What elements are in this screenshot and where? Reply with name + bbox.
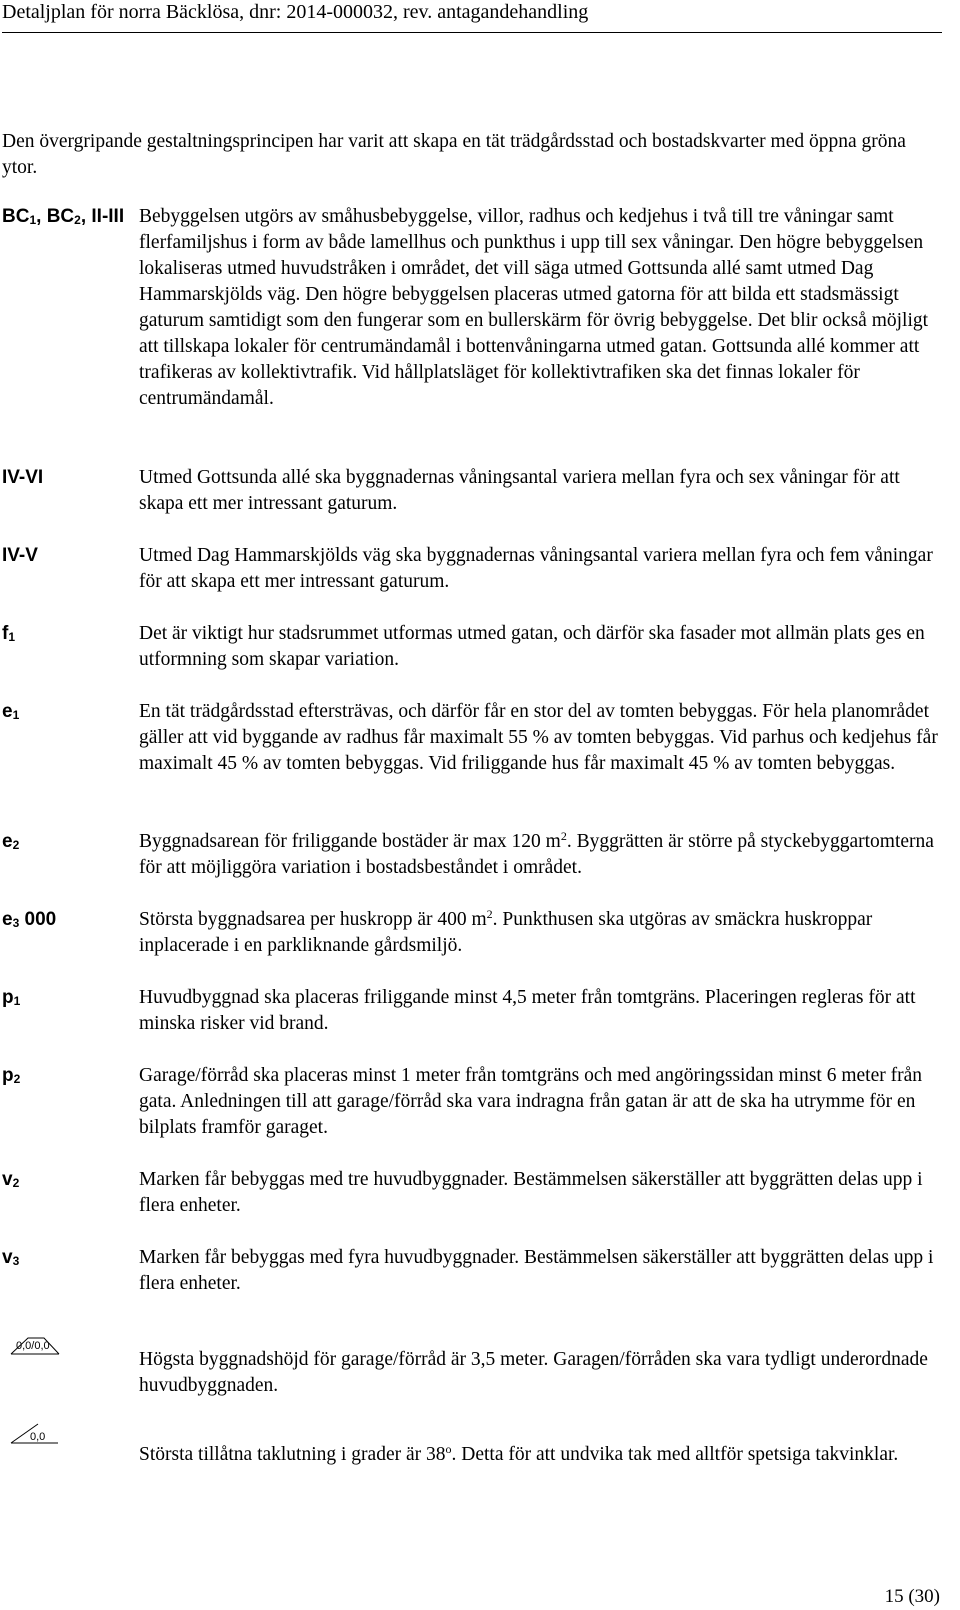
rule-code-f1: $f_1$ <box>2 623 16 644</box>
rule-code-e2: $e_2$ <box>2 831 20 852</box>
rule-text-p2: Garage/förråd ska placeras minst 1 meter från tomtgräns och med angöringssidan minst 6 meter från gata. Anledningen till att garage/förråd ska vara indragna från gatan är att de ska ha utrymme för en bilplats framför garaget. <box>139 1065 922 1138</box>
rule-text-iv-vi: Utmed Gottsunda allé ska byggnadernas våningsantal variera mellan fyra och sex våningar för att skapa ett mer intressant gaturum. <box>139 467 900 514</box>
rule-text-iv-v: Utmed Dag Hammarskjölds väg ska byggnadernas våningsantal variera mellan fyra och fem våningar för att skapa ett mer intressant gaturum. <box>139 545 933 592</box>
rule-text-e3: Största byggnadsarea per huskropp är 400 $m^2$. Punkthusen ska utgöras av smäckra huskroppar inplacerade i en parkliknande gårdsmiljö. <box>139 907 873 956</box>
rule-code-v2: $v_2$ <box>2 1169 20 1190</box>
rule-code-iv-vi: IV-VI <box>2 467 44 488</box>
rule-code-iv-v: IV-V <box>2 545 38 566</box>
header-title: Detaljplan för norra Bäcklösa, dnr: 2014-000032, rev. antagandehandling <box>2 1 589 23</box>
rule-text-f1: Det är viktigt hur stadsrummet utformas utmed gatan, och därför ska fasader mot allmän plats ges en utformning som skapar variation. <box>139 623 925 670</box>
intro-paragraph: Den övergripande gestaltningsprincipen har varit att skapa en tät trädgårdsstad och bostadskvarter med öppna gröna ytor. <box>2 131 906 178</box>
rule-code-e3: $e_3$ 000 <box>2 909 57 930</box>
rule-text-p1: Huvudbyggnad ska placeras friliggande minst 4,5 meter från tomtgräns. Placeringen regleras för att minska risker vid brand. <box>139 987 916 1034</box>
rule-code-p1: $p_1$ <box>2 987 21 1008</box>
roof-slope-symbol <box>10 1422 60 1448</box>
roof-slope-symbol-label: 0,0 <box>30 1431 46 1443</box>
rule-text-v2: Marken får bebyggas med tre huvudbyggnader. Bestämmelsen säkerställer att byggrätten delas upp i flera enheter. <box>139 1169 923 1216</box>
rule-text-e1: En tät trädgårdsstad eftersträvas, och därför får en stor del av tomten bebyggas. För hela planområdet gäller att vid byggande av radhus får maximalt 55 % av tomten bebyggas. Vid parhus och kedjehus får maximalt 45 % av tomten bebyggas. Vid friliggande hus får maximalt 45 % av tomten bebyggas. <box>139 701 938 774</box>
rule-text-e2: Byggnadsarean för friliggande bostäder är max 120 $m^2$. Byggrätten är större på styckebyggartomterna för att möjliggöra variation i bostadsbeståndet i området. <box>139 829 934 878</box>
building-height-symbol <box>10 1334 60 1360</box>
rule-code-bc: $BC_1$, $BC_2$, II-III <box>2 206 125 227</box>
building-height-symbol-label: 0,0/0,0 <box>16 1340 50 1352</box>
rule-code-p2: $p_2$ <box>2 1065 21 1086</box>
page-header <box>2 0 942 33</box>
rule-text-v3: Marken får bebyggas med fyra huvudbyggnader. Bestämmelsen säkerställer att byggrätten delas upp i flera enheter. <box>139 1247 934 1294</box>
rule-text-bc: Bebyggelsen utgörs av småhusbebyggelse, villor, radhus och kedjehus i två till tre våningar samt flerfamiljshus i form av både lamellhus och punkthus i upp till sex våningar. Den högre bebyggelsen lokaliseras utmed huvudstråken i området, det vill säga utmed Gottsunda allé samt utmed Dag Hammarskjölds väg. Den högre bebyggelsen placeras utmed gatorna för att bilda ett stadsmässigt gaturum samtidigt som den fungerar som en bullerskärm för övrig bebyggelse. Det blir också möjligt att tillskapa lokaler för centrumändamål i bottenvåningarna utmed gatan. Gottsunda allé kommer att trafikeras av kollektivtrafik. Vid hållplatsläget för kollektivtrafiken ska det finnas lokaler för centrumändamål. <box>139 206 929 409</box>
rule-code-e1: $e_1$ <box>2 701 20 722</box>
rule-code-v3: $v_3$ <box>2 1247 20 1268</box>
page-number: 15 (30) <box>884 1586 940 1607</box>
rule-text-building-height: Högsta byggnadshöjd för garage/förråd är 3,5 meter. Garagen/förråden ska vara tydligt underordnade huvudbyggnaden. <box>139 1349 928 1396</box>
rule-text-roof-slope: Största tillåtna taklutning i grader är 38$^o$. Detta för att undvika tak med alltför spetsiga takvinklar. <box>139 1442 899 1465</box>
